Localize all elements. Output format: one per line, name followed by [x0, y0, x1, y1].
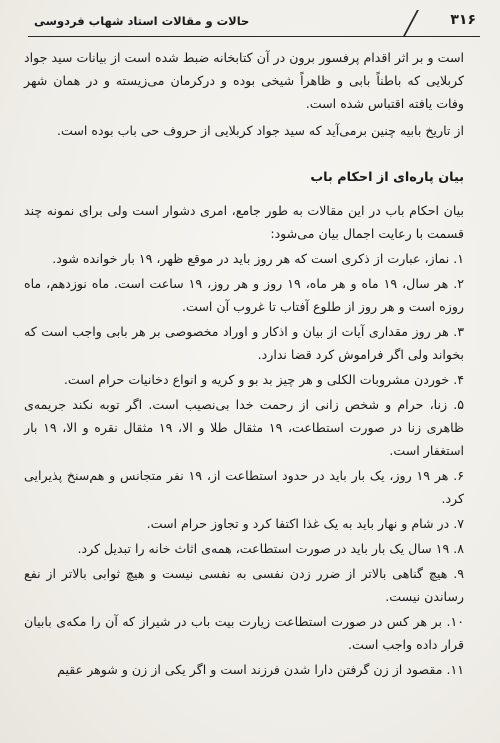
list-item: ۹. هیچ گناهی بالاتر از ضرر زدن نفسی به نفسی نیست و هیچ ثوابی بالاتر از نفع رساندن نیست.: [24, 566, 464, 604]
list-item: ۳. هر روز مقداری آیات از بیان و اذکار و اوراد مخصوصی بر هر بابی واجب است که بخواند ولی اگر فراموش کرد قضا ندارد.: [24, 324, 464, 362]
list-item: ۸. ۱۹ سال یک بار باید در صورت استطاعت، همه‌ی اثاث خانه را تبدیل کرد.: [77, 541, 464, 556]
list-item: ۱۰. بر هر کس در صورت استطاعت زیارت بیت باب در شیراز که آن را مکه‌ی بابیان قرار داده واجب است.: [24, 614, 464, 652]
list-item: ۴. خوردن مشروبات الکلی و هر چیز بد بو و کریه و انواع دخانیات حرام است.: [63, 372, 464, 387]
page-number: ۳۱۶: [450, 12, 476, 28]
list-item: ۱. نماز، عبارت از ذکری است که هر روز باید در موقع ظهر، ۱۹ بار خوانده شود.: [52, 251, 464, 266]
list-item: ۲. هر سال، ۱۹ ماه و هر ماه، ۱۹ روز و هر روز، ۱۹ ساعت است. ماه نوزدهم، ماه روزه است و هر روز از طلوع آفتاب تا غروب آن است.: [24, 276, 464, 314]
list-item: ۷. در شام و نهار باید به یک غذا اکتفا کرد و تجاوز حرام است.: [146, 516, 464, 531]
page-body: [24, 46, 464, 681]
list-item: ۱۱. مقصود از زن گرفتن دارا شدن فرزند است و اگر یکی از زن و شوهر عقیم: [57, 662, 464, 677]
paragraph: است و بر اثر اقدام پرفسور برون در آن کتابخانه ضبط شده است از بیانات سید جواد کربلایی که باطناً بابی و ظاهراً شیخی بوده و درکرمان می‌زیسته و در همان شهر وفات یافته اقتباس شده است.: [24, 50, 464, 111]
paragraph: از تاریخ بابیه چنین برمی‌آید که سید جواد کربلایی از حروف حی باب بوده است.: [56, 123, 464, 138]
list-item: ۵. زنا، حرام و شخص زانی از رحمت خدا بی‌نصیب است. اگر توبه نکند جریمه‌ی ظاهری زنا در صورت استطاعت، ۱۹ مثقال طلا و الا، ۱۹ مثقال نقره و الا، ۱۹ بار استغفار است.: [24, 397, 464, 458]
paragraph: بیان احکام باب در این مقالات به طور جامع، امری دشوار است ولی برای نمونه چند قسمت با رعایت اجمال بیان می‌شود:: [24, 203, 464, 241]
running-title: حالات و مقالات استاد شهاب فردوسی: [34, 14, 250, 28]
list-item: ۶. هر ۱۹ روز، یک بار باید در حدود استطاعت از، ۱۹ نفر متجانس و هم‌سنخ پذیرایی کرد.: [24, 468, 464, 506]
page-header: [28, 10, 480, 37]
section-heading: بیان پاره‌ای از احکام باب: [310, 170, 464, 185]
header-divider: [403, 10, 419, 36]
